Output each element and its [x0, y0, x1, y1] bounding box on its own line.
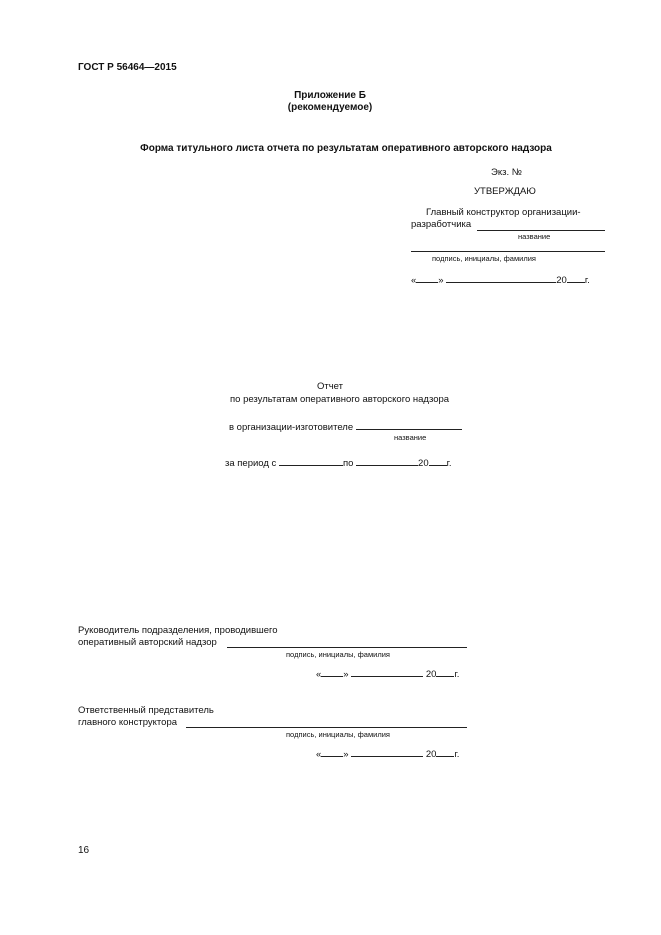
signer2-role-line2: главного конструктора	[78, 717, 178, 728]
signer2-role-line1: Ответственный представитель	[78, 705, 214, 716]
copy-number-label: Экз. №	[491, 167, 522, 178]
signer1-signature-caption: подпись, инициалы, фамилия	[286, 650, 390, 659]
signer2-date-open: «	[316, 749, 322, 760]
signer2-year-blank	[436, 747, 454, 757]
signer1-year-blank	[436, 667, 454, 677]
signer1-month-blank	[351, 667, 423, 677]
signer2-month-blank	[351, 747, 423, 757]
period-from-label: за период с	[225, 458, 277, 469]
period-year-blank	[429, 456, 447, 466]
approver-position-line1: Главный конструктор организации-	[426, 207, 581, 218]
signer1-signature-line	[227, 647, 467, 648]
signer1-year-prefix: 20	[425, 669, 437, 680]
appendix-title: Приложение Б	[294, 90, 366, 101]
year-prefix: 20	[556, 275, 567, 286]
signer1-date-open: «	[316, 669, 322, 680]
organization-label: в организации-изготовителе	[229, 422, 354, 433]
organization-blank	[356, 420, 462, 430]
signer1-date	[316, 667, 459, 680]
organization-name-caption: название	[518, 232, 551, 241]
signer2-date	[316, 747, 459, 760]
period-to-blank	[356, 456, 418, 466]
report-period	[225, 456, 452, 469]
date-close-quote: »	[438, 275, 444, 286]
organization-caption: название	[394, 433, 427, 442]
approval-date	[411, 273, 590, 286]
signer2-signature-line	[186, 727, 467, 728]
report-subtitle: по результатам оперативного авторского надзора	[230, 394, 450, 405]
organization-name-line	[477, 230, 605, 231]
signer1-year-suffix: г.	[454, 669, 460, 680]
form-title: Форма титульного листа отчета по результатам оперативного авторского надзора	[140, 143, 552, 154]
signer1-role-line1: Руководитель подразделения, проводившего	[78, 625, 278, 636]
signer1-date-close: »	[343, 669, 349, 680]
approve-label: УТВЕРЖДАЮ	[474, 186, 536, 197]
period-from-blank	[279, 456, 343, 466]
period-year-prefix: 20	[418, 458, 429, 469]
appendix-subtitle: (рекомендуемое)	[287, 102, 373, 113]
signer1-role-line2: оперативный авторский надзор	[78, 637, 217, 648]
approver-position-line2: разработчика	[411, 219, 472, 230]
day-blank	[416, 273, 438, 283]
period-to-label: по	[342, 458, 354, 469]
month-blank	[446, 273, 556, 283]
report-title: Отчет	[316, 381, 343, 392]
report-organization	[229, 420, 462, 433]
year-blank	[567, 273, 585, 283]
signer2-year-prefix: 20	[425, 749, 437, 760]
signer2-year-suffix: г.	[454, 749, 460, 760]
document-code: ГОСТ Р 56464—2015	[78, 62, 177, 73]
signer2-signature-caption: подпись, инициалы, фамилия	[286, 730, 390, 739]
date-open-quote: «	[411, 275, 417, 286]
approver-signature-caption: подпись, инициалы, фамилия	[432, 254, 536, 263]
year-suffix: г.	[584, 275, 590, 286]
signer2-date-close: »	[343, 749, 349, 760]
signer1-day-blank	[321, 667, 343, 677]
page-number: 16	[78, 845, 90, 856]
approver-signature-line	[411, 251, 605, 252]
period-year-suffix: г.	[446, 458, 452, 469]
signer2-day-blank	[321, 747, 343, 757]
